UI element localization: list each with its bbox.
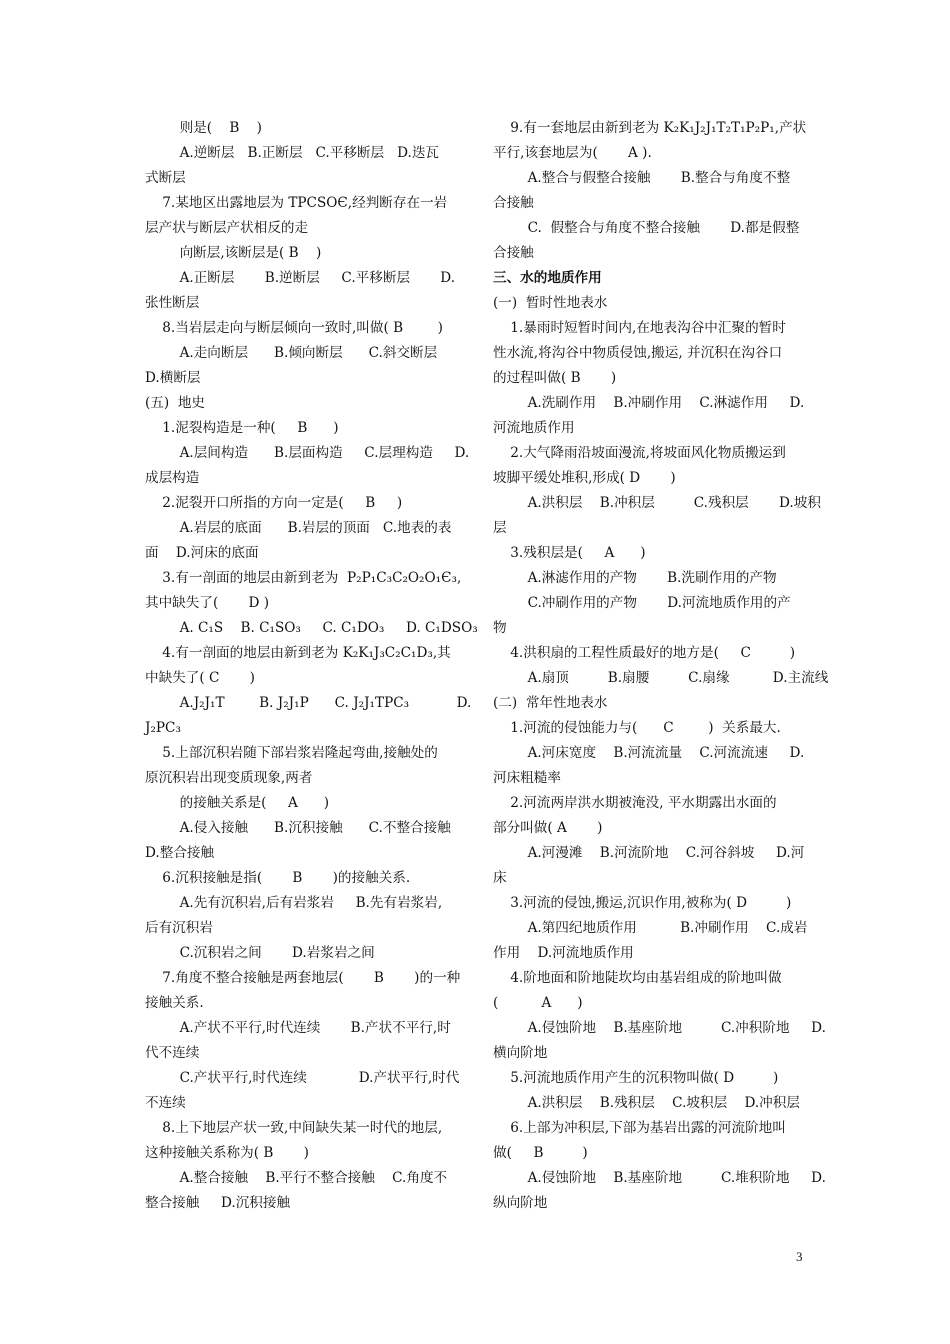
text-line: 合接触 [493, 195, 534, 211]
text-line: A.层间构造 B.层面构造 C.层理构造 D. [145, 445, 470, 461]
text-line: A.走向断层 B.倾向断层 C.斜交断层 [145, 345, 438, 361]
text-line: A.先有沉积岩,后有岩浆岩 B.先有岩浆岩, [145, 895, 443, 911]
text-line: A.第四纪地质作用 B.冲刷作用 C.成岩 [493, 920, 808, 936]
text-line: 的接触关系是( A ) [145, 795, 330, 811]
text-line: A.产状不平行,时代连续 B.产状不平行,时 [145, 1020, 451, 1036]
text-line: 床 [493, 870, 507, 886]
text-line: A.洪积层 B.残积层 C.坡积层 D.冲积层 [493, 1095, 800, 1111]
text-line: 不连续 [145, 1095, 186, 1111]
text-line: (二) 常年性地表水 [493, 695, 608, 711]
text-line: ( A ) [493, 995, 583, 1011]
text-line: 2.大气降雨沿坡面漫流,将坡面风化物质搬运到 [493, 445, 786, 461]
text-line: 层 [493, 520, 507, 536]
text-line: A.J₂J₁T B. J₂J₁P C. J₂J₁TPC₃ D. [145, 695, 472, 711]
text-line: 成层构造 [145, 470, 200, 486]
left-column [145, 116, 478, 1216]
section-heading: 三、水的地质作用 [493, 270, 602, 286]
text-line: C.冲刷作用的产物 D.河流地质作用的产 [493, 595, 791, 611]
text-line: J₂PC₃ [145, 720, 181, 736]
text-line: (五) 地史 [145, 395, 206, 411]
text-line: A.扇顶 B.扇腰 C.扇缘 D.主流线 [493, 670, 829, 686]
text-line: 2.河流两岸洪水期被淹没, 平水期露出水面的 [493, 795, 777, 811]
text-line: 4.洪积扇的工程性质最好的地方是( C ) [493, 645, 796, 661]
text-line: A.洗刷作用 B.冲刷作用 C.淋滤作用 D. [493, 395, 805, 411]
text-line: A.逆断层 B.正断层 C.平移断层 D.迭瓦 [145, 145, 440, 161]
text-line: 1.泥裂构造是一种( B ) [145, 420, 339, 436]
text-line: C.产状平行,时代连续 D.产状平行,时代 [145, 1070, 460, 1086]
text-line: 8.当岩层走向与断层倾向一致时,叫做( B ) [145, 320, 443, 336]
text-line: 中缺失了( C ) [145, 670, 255, 686]
text-line: 6.上部为冲积层,下部为基岩出露的河流阶地叫 [493, 1120, 786, 1136]
text-line: A.河床宽度 B.河流流量 C.河流流速 D. [493, 745, 805, 761]
text-line: 8.上下地层产状一致,中间缺失某一时代的地层, [145, 1120, 443, 1136]
text-line: 横向阶地 [493, 1045, 548, 1061]
text-line: 1.暴雨时短暂时间内,在地表沟谷中汇聚的暂时 [493, 320, 786, 336]
right-column [493, 116, 829, 1216]
text-line: 纵向阶地 [493, 1195, 548, 1211]
text-line: 式断层 [145, 170, 186, 186]
text-line: A.整合接触 B.平行不整合接触 C.角度不 [145, 1170, 448, 1186]
text-line: 1.河流的侵蚀能力与( C ) 关系最大. [493, 720, 781, 736]
text-line: 合接触 [493, 245, 534, 261]
text-line: 7.角度不整合接触是两套地层( B )的一种 [145, 970, 461, 986]
text-line: 这种接触关系称为( B ) [145, 1145, 309, 1161]
text-line: 作用 D.河流地质作用 [493, 945, 634, 961]
text-line: 代不连续 [145, 1045, 200, 1061]
text-line: A.侵入接触 B.沉积接触 C.不整合接触 [145, 820, 451, 836]
text-line: 原沉积岩出现变质现象,两者 [145, 770, 313, 786]
text-line: A.整合与假整合接触 B.整合与角度不整 [493, 170, 791, 186]
text-line: 6.沉积接触是指( B )的接触关系. [145, 870, 411, 886]
text-line: 的过程叫做( B ) [493, 370, 617, 386]
text-line: 后有沉积岩 [145, 920, 213, 936]
text-line: 部分叫做( A ) [493, 820, 603, 836]
text-line: 2.泥裂开口所指的方向一定是( B ) [145, 495, 403, 511]
page-number: 3 [796, 1249, 803, 1264]
text-line: D.横断层 [145, 370, 201, 386]
text-line: 张性断层 [145, 295, 200, 311]
text-line: 7.某地区出露地层为 TPCSOЄ,经判断存在一岩 [145, 195, 448, 211]
text-line: 3.河流的侵蚀,搬运,沉识作用,被称为( D ) [493, 895, 792, 911]
text-line: 坡脚平缓处堆积,形成( D ) [493, 470, 676, 486]
text-line: C.沉积岩之间 D.岩浆岩之间 [145, 945, 375, 961]
text-line: 则是( B ) [145, 120, 262, 136]
text-line: 性水流,将沟谷中物质侵蚀,搬运, 并沉积在沟谷口 [493, 345, 783, 361]
text-line: (一) 暂时性地表水 [493, 295, 608, 311]
text-line: 河床粗糙率 [493, 770, 561, 786]
text-line: A.淋滤作用的产物 B.洗刷作用的产物 [493, 570, 777, 586]
text-line: 物 [493, 620, 507, 636]
text-line: 层产状与断层产状相反的走 [145, 220, 309, 236]
text-line: A.侵蚀阶地 B.基座阶地 C.堆积阶地 D. [493, 1170, 826, 1186]
text-line: D.整合接触 [145, 845, 215, 861]
text-line: 其中缺失了( D ) [145, 595, 270, 611]
text-line: 面 D.河床的底面 [145, 545, 259, 561]
text-line: 4.阶地面和阶地陡坎均由基岩组成的阶地叫做 [493, 970, 782, 986]
text-line: 做( B ) [493, 1145, 588, 1161]
text-line: 4.有一剖面的地层由新到老为 K₂K₁J₃C₂C₁D₃,其 [145, 645, 451, 661]
text-line: 整合接触 D.沉积接触 [145, 1195, 291, 1211]
text-line: 接触关系. [145, 995, 204, 1011]
text-line: 平行,该套地层为( A ). [493, 145, 652, 161]
text-line: 河流地质作用 [493, 420, 575, 436]
text-line: 9.有一套地层由新到老为 K₂K₁J₂J₁T₂T₁P₂P₁,产状 [493, 120, 807, 136]
text-line: 5.上部沉积岩随下部岩浆岩隆起弯曲,接触处的 [145, 745, 438, 761]
text-line: 3.有一剖面的地层由新到老为 P₂P₁C₃C₂O₂O₁Є₃, [145, 570, 462, 586]
text-line: A.洪积层 B.冲积层 C.残积层 D.坡积 [493, 495, 821, 511]
text-line: A.岩层的底面 B.岩层的顶面 C.地表的表 [145, 520, 452, 536]
text-line: A.侵蚀阶地 B.基座阶地 C.冲积阶地 D. [493, 1020, 826, 1036]
text-line: 3.残积层是( A ) [493, 545, 646, 561]
text-line: 向断层,该断层是( B ) [145, 245, 322, 261]
text-line: A.正断层 B.逆断层 C.平移断层 D. [145, 270, 456, 286]
text-line: 5.河流地质作用产生的沉积物叫做( D ) [493, 1070, 779, 1086]
text-line: A. C₁S B. C₁SO₃ C. C₁DO₃ D. C₁DSO₃ [145, 620, 478, 636]
text-line: C. 假整合与角度不整合接触 D.都是假整 [493, 220, 800, 236]
text-line: A.河漫滩 B.河流阶地 C.河谷斜坡 D.河 [493, 845, 805, 861]
